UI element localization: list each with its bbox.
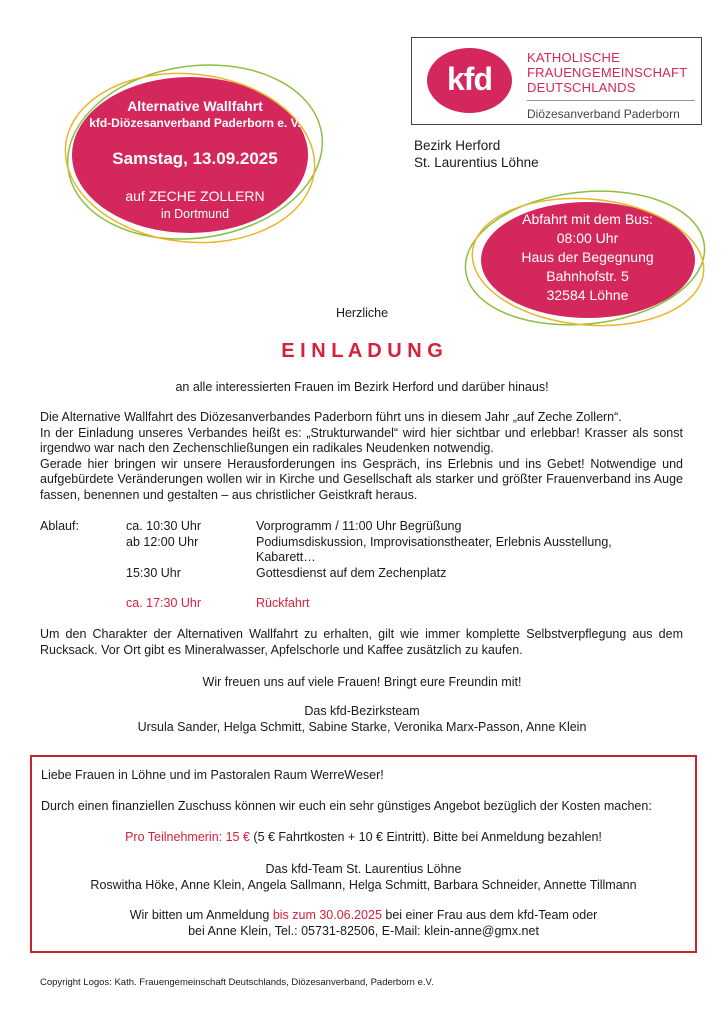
schedule-time: 15:30 Uhr [126, 565, 181, 580]
event-date: Samstag, 13.09.2025 [112, 149, 278, 168]
team-title: Das kfd-Bezirksteam [304, 704, 420, 718]
registration-text-cont: bei einer Frau aus dem kfd-Team oder [381, 908, 598, 922]
greeting: Herzliche [335, 306, 389, 320]
registration-deadline: bis zum 30.06.2025 [272, 908, 382, 922]
district-team [0, 703, 724, 735]
box-offer: Durch einen finanziellen Zuschuss können wir euch ein sehr günstiges Angebot bezüglich der Kosten machen: [41, 799, 652, 813]
bus-city: 32584 Löhne [546, 287, 629, 303]
registration-text: Wir bitten um Anmeldung [129, 908, 273, 922]
closing-line: Wir freuen uns auf viele Frauen! Bringt eure Freundin mit! [202, 675, 522, 689]
district-info [414, 137, 539, 171]
schedule-time: ca. 10:30 Uhr [126, 519, 202, 533]
kfd-logo-mark: kfd [427, 48, 512, 113]
body-text [40, 410, 683, 503]
logo-text-line3: DEUTSCHLANDS [527, 80, 636, 95]
box-salutation: Liebe Frauen in Löhne und im Pastoralen Raum WerreWeser! [41, 768, 384, 782]
box-team [32, 861, 695, 893]
body-paragraph-3: Gerade hier bringen wir unsere Herausforderungen ins Gespräch, ins Erlebnis und ins Gebet! Notwendige und aufgebürdete Veränderungen wollen wir in Kirche und Gesellschaft als starker und größter Frauenverband ins Auge fassen, benennen und gestalten – aus christlicher Geistkraft heraus. [40, 456, 683, 502]
bus-street: Bahnhofstr. 5 [546, 268, 629, 284]
bus-venue: Haus der Begegnung [521, 249, 654, 265]
schedule-time: ab 12:00 Uhr [126, 534, 199, 549]
local-info-box [30, 755, 697, 953]
schedule-row [126, 566, 686, 582]
logo-text-line2: FRAUENGEMEINSCHAFT [527, 65, 688, 80]
logo-divider [527, 100, 695, 101]
schedule-row [126, 519, 686, 535]
schedule-row [126, 596, 686, 612]
registration-contact: bei Anne Klein, Tel.: 05731-82506, E-Mail: klein-anne@gmx.net [188, 924, 539, 938]
body-paragraph-2: In der Einladung unseres Verbandes heißt es: „Strukturwandel“ wird hier sichtbar und erlebbar! Krasser als sonst irgendwo war nach den Zechenschließungen ein radikales Neudenken notwendig. [40, 425, 683, 455]
price-details: (5 € Fahrtkosten + 10 € Eintritt). Bitte bei Anmeldung bezahlen! [249, 830, 602, 844]
logo-subtitle: Diözesanverband Paderborn [527, 107, 680, 121]
schedule-time: ca. 17:30 Uhr [126, 596, 202, 610]
parish-name: St. Laurentius Löhne [414, 155, 539, 170]
event-organizer: kfd-Diözesanverband Paderborn e. V. [89, 116, 301, 130]
schedule-desc: Gottesdienst auf dem Zechenplatz [256, 565, 447, 580]
event-oval [60, 60, 330, 250]
bus-departure-time: 08:00 Uhr [556, 230, 619, 246]
team-names: Ursula Sander, Helga Schmitt, Sabine Starke, Veronika Marx-Passon, Anne Klein [137, 720, 587, 734]
kfd-logo [411, 37, 702, 125]
logo-text-line1: KATHOLISCHE [527, 50, 620, 65]
body-paragraph-1: Die Alternative Wallfahrt des Diözesanverbandes Paderborn führt uns in diesem Jahr „auf Zeche Zollern“. [40, 410, 622, 424]
box-registration [32, 907, 695, 939]
event-city: in Dortmund [160, 207, 230, 221]
box-team-title: Das kfd-Team St. Laurentius Löhne [265, 862, 462, 876]
event-location: auf ZECHE ZOLLERN [125, 188, 265, 204]
schedule-desc: Podiumsdiskussion, Improvisationstheater, Erlebnis Ausstellung, Kabarett… [256, 534, 612, 564]
schedule-desc: Rückfahrt [256, 596, 310, 610]
bus-departure-label: Abfahrt mit dem Bus: [522, 211, 653, 227]
district-name: Bezirk Herford [414, 138, 501, 153]
invite-line: an alle interessierten Frauen im Bezirk Herford und darüber hinaus! [175, 380, 549, 394]
schedule [126, 519, 686, 612]
price-highlight: Pro Teilnehmerin: 15 € [125, 830, 250, 844]
schedule-label: Ablauf: [40, 519, 79, 533]
box-price [32, 830, 695, 844]
box-team-names: Roswitha Höke, Anne Klein, Angela Sallmann, Helga Schmitt, Barbara Schneider, Annette Tillmann [90, 878, 637, 892]
bus-info [460, 210, 715, 305]
schedule-desc: Vorprogramm / 11:00 Uhr Begrüßung [256, 519, 462, 533]
catering-note: Um den Charakter der Alternativen Wallfahrt zu erhalten, gilt wie immer komplette Selbstverpflegung aus dem Rucksack. Vor Ort gibt es Mineralwasser, Apfelschorle und Kaffee zusätzlich zu kaufen. [40, 627, 683, 657]
event-title: Alternative Wallfahrt [127, 98, 263, 114]
copyright: Copyright Logos: Kath. Frauengemeinschaft Deutschlands, Diözesanverband, Paderborn e.V. [40, 977, 434, 988]
schedule-row [126, 535, 686, 566]
headline: E I N L A D U N G [281, 340, 443, 362]
